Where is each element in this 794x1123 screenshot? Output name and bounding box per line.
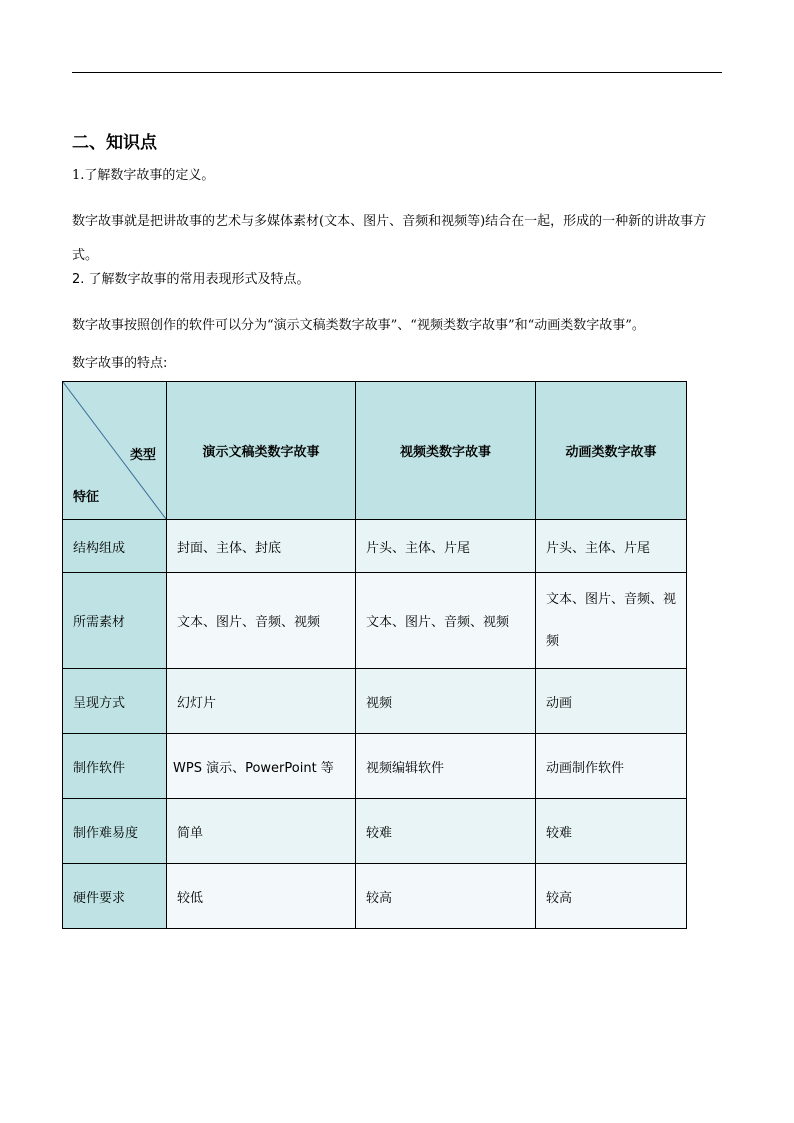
row-label: 硬件要求 [63, 864, 167, 929]
corner-type-label: 类型 [129, 448, 156, 463]
table-row [63, 864, 687, 929]
table-row [63, 734, 687, 799]
features-table [62, 381, 687, 929]
classification-paragraph: 数字故事按照创作的软件可以分为“演示文稿类数字故事”、“视频类数字故事”和“动画类数字故事”。 [72, 318, 645, 333]
table-row [63, 799, 687, 864]
column-header-video: 视频类数字故事 [356, 382, 536, 520]
table-cell: 视频 [356, 669, 536, 734]
section-title: 二、知识点 [72, 133, 157, 153]
row-label: 呈现方式 [63, 669, 167, 734]
table-cell: 文本、图片、音频、视频 [167, 573, 356, 669]
table-cell: 较高 [356, 864, 536, 929]
definition-paragraph: 数字故事就是把讲故事的艺术与多媒体素材(文本、图片、音频和视频等)结合在一起，形成的一种新的讲故事方式。 [72, 214, 707, 263]
table-cell: 文本、图片、音频、视频 [356, 573, 536, 669]
table-cell: 较高 [536, 864, 687, 929]
table-cell: WPS 演示、PowerPoint 等 [167, 734, 356, 799]
table-cell: 片头、主体、片尾 [536, 520, 687, 573]
table-cell: 较难 [536, 799, 687, 864]
table-cell: 动画制作软件 [536, 734, 687, 799]
row-label: 结构组成 [63, 520, 167, 573]
table-cell: 视频编辑软件 [356, 734, 536, 799]
table-cell: 简单 [167, 799, 356, 864]
point1-heading: 1.了解数字故事的定义。 [72, 168, 215, 183]
column-header-animation: 动画类数字故事 [536, 382, 687, 520]
table-cell: 封面、主体、封底 [167, 520, 356, 573]
table-cell: 动画 [536, 669, 687, 734]
table-cell: 较难 [356, 799, 536, 864]
header-rule [72, 72, 722, 73]
row-label: 制作软件 [63, 734, 167, 799]
table-cell: 片头、主体、片尾 [356, 520, 536, 573]
row-label: 所需素材 [63, 573, 167, 669]
table-row [63, 573, 687, 669]
row-label: 制作难易度 [63, 799, 167, 864]
table-row [63, 669, 687, 734]
corner-cell [63, 382, 167, 520]
table-cell: 幻灯片 [167, 669, 356, 734]
table-header-row [63, 382, 687, 520]
table-row [63, 520, 687, 573]
corner-feature-label: 特征 [73, 490, 100, 505]
table-cell: 较低 [167, 864, 356, 929]
table-caption: 数字故事的特点: [72, 356, 168, 371]
point2-heading: 2. 了解数字故事的常用表现形式及特点。 [72, 272, 310, 287]
table-cell: 文本、图片、音频、视频 [536, 573, 687, 669]
column-header-presentation: 演示文稿类数字故事 [167, 382, 356, 520]
